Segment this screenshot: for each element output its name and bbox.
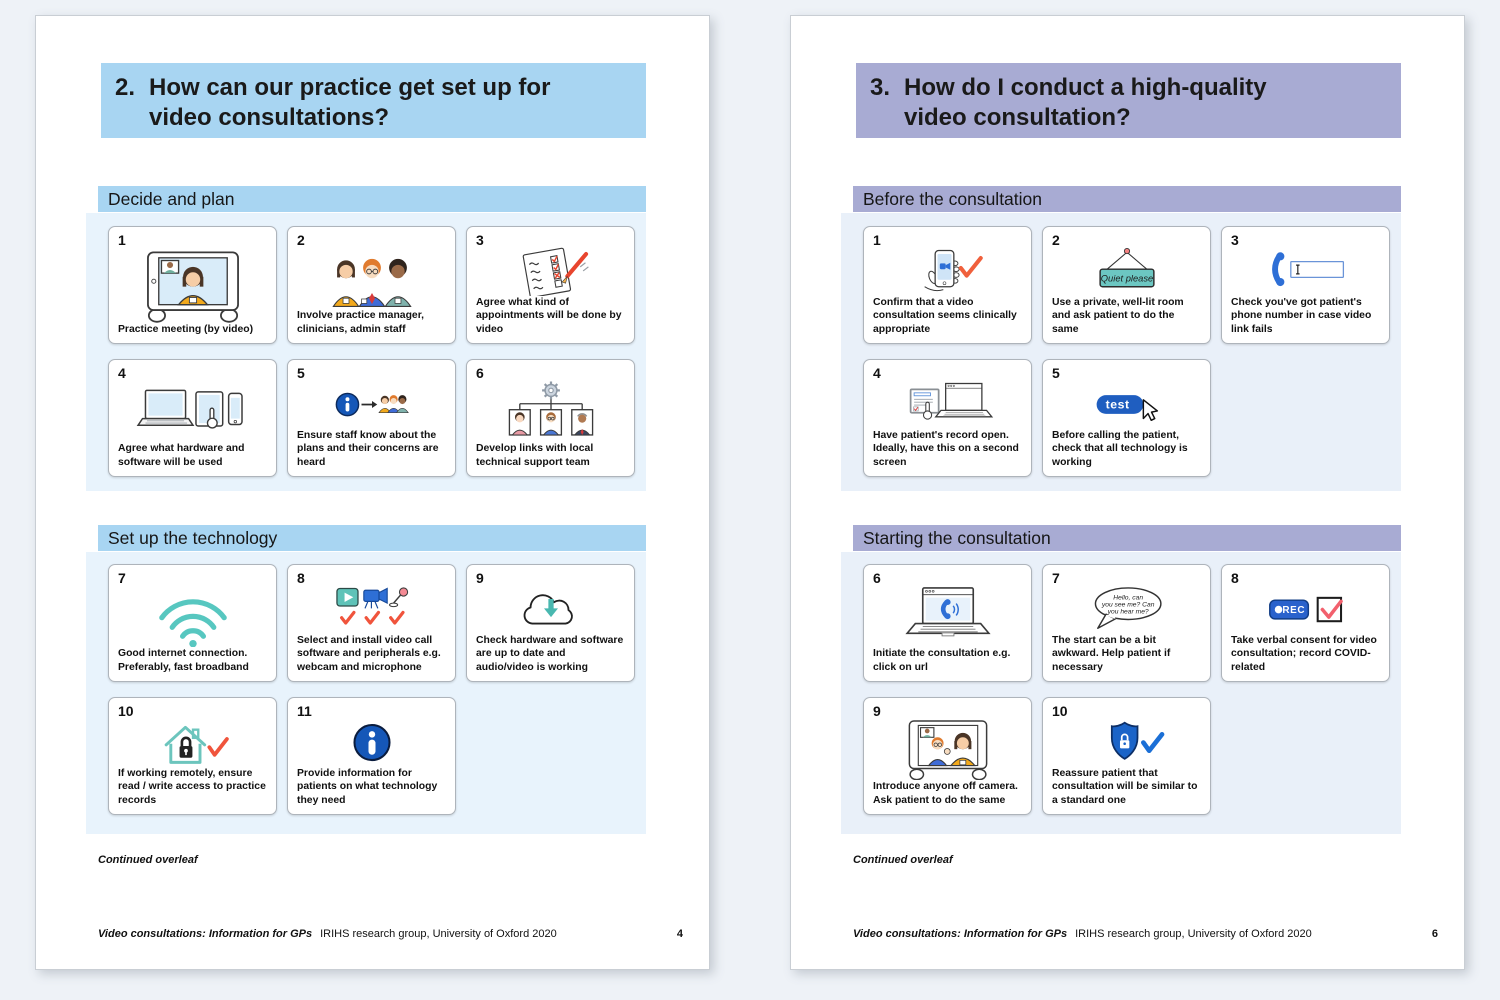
step-number: 8 <box>1231 570 1239 586</box>
page-left <box>35 15 710 970</box>
step-caption: Use a private, well-lit room and ask patient to do the same <box>1052 297 1184 335</box>
step-caption: Involve practice manager, clinicians, admin staff <box>297 310 425 335</box>
quiet-please-sign-icon <box>1052 247 1202 296</box>
title-number: 3. <box>870 74 891 101</box>
practice-staff-icon <box>297 247 447 309</box>
card-row <box>108 697 646 815</box>
step-number: 9 <box>873 703 881 719</box>
step-card <box>863 697 1032 815</box>
section-band <box>841 213 1401 491</box>
page-title <box>101 63 646 138</box>
step-card <box>287 359 456 477</box>
step-number: 10 <box>118 703 134 719</box>
info-circle-icon <box>297 718 447 767</box>
step-caption: Agree what hardware and software will be used <box>118 443 245 468</box>
step-caption: Provide information for patients on what technology they need <box>297 768 438 806</box>
section-header-before-consultation: Before the consultation <box>853 186 1401 212</box>
footer-credit: IRIHS research group, University of Oxford 2020 <box>320 928 557 940</box>
rec-consent-icon <box>1231 585 1381 634</box>
phone-number-input-icon <box>1231 247 1381 296</box>
step-number: 7 <box>1052 570 1060 586</box>
footer-title: Video consultations: Information for GPs <box>98 928 313 940</box>
title-text <box>904 73 1391 138</box>
step-number: 3 <box>476 232 484 248</box>
step-number: 4 <box>118 365 126 381</box>
step-number: 10 <box>1052 703 1068 719</box>
checklist-pen-icon <box>476 247 626 296</box>
step-card <box>108 697 277 815</box>
record-second-screen-icon <box>873 380 1023 429</box>
step-card <box>108 359 277 477</box>
inform-staff-icon <box>297 380 447 429</box>
tablet-introductions-icon <box>873 718 1023 780</box>
wifi-icon <box>118 585 268 647</box>
title-line: video consultations? <box>149 104 390 131</box>
bubble-line: Hello, can <box>1113 594 1144 602</box>
quiet-please-label: Quiet please <box>1100 273 1154 284</box>
secure-home-access-icon <box>118 718 268 767</box>
step-card <box>863 226 1032 344</box>
step-card <box>1221 564 1390 682</box>
title-line: How do I conduct a high-quality <box>904 74 1267 101</box>
bubble-line: you see me? Can <box>1101 601 1155 609</box>
card-row <box>108 359 646 477</box>
tablet-video-call-icon <box>118 247 268 323</box>
section-band <box>86 552 646 834</box>
software-peripherals-icon <box>297 585 447 634</box>
page-title <box>856 63 1401 138</box>
step-number: 6 <box>476 365 484 381</box>
step-number: 11 <box>297 703 312 719</box>
title-number: 2. <box>115 74 136 101</box>
step-caption: Confirm that a video consultation seems clinically appropriate <box>873 297 1017 335</box>
page-number: 6 <box>1431 928 1438 940</box>
step-caption: Before calling the patient, check that all technology is working <box>1052 430 1188 468</box>
step-number: 6 <box>873 570 881 586</box>
step-card <box>1042 226 1211 344</box>
card-row <box>108 564 646 682</box>
title-line: video consultation? <box>904 104 1131 131</box>
step-card <box>1221 226 1390 344</box>
section-band <box>86 213 646 491</box>
step-card <box>1042 564 1211 682</box>
step-card <box>287 697 456 815</box>
step-card <box>863 359 1032 477</box>
footer-credit: IRIHS research group, University of Oxford 2020 <box>1075 928 1312 940</box>
step-card <box>466 564 635 682</box>
step-number: 9 <box>476 570 484 586</box>
card-row <box>863 697 1401 815</box>
step-number: 1 <box>118 232 126 248</box>
continued-note: Continued overleaf <box>853 854 953 866</box>
step-caption: The start can be a bit awkward. Help patient if necessary <box>1052 635 1171 673</box>
title-line: How can our practice get set up for <box>149 74 551 101</box>
page-right <box>790 15 1465 970</box>
step-caption: Agree what kind of appointments will be done by video <box>476 297 622 335</box>
page-footer <box>98 928 683 940</box>
step-card <box>108 226 277 344</box>
rec-label: REC <box>1282 605 1306 617</box>
footer-title: Video consultations: Information for GPs <box>853 928 1068 940</box>
devices-icon <box>118 380 268 442</box>
title-text <box>149 73 636 138</box>
step-caption: Practice meeting (by video) <box>118 323 254 335</box>
test-button-label: test <box>1105 397 1130 412</box>
cloud-download-icon <box>476 585 626 634</box>
step-number: 4 <box>873 365 881 381</box>
speech-bubble-icon <box>1052 585 1202 634</box>
step-card <box>466 359 635 477</box>
shield-check-icon <box>1052 718 1202 767</box>
step-card <box>108 564 277 682</box>
step-caption: Initiate the consultation e.g. click on url <box>873 648 1011 673</box>
step-card <box>1042 359 1211 477</box>
section-header-starting-consultation: Starting the consultation <box>853 525 1401 551</box>
laptop-call-icon <box>873 585 1023 647</box>
step-card <box>863 564 1032 682</box>
step-card <box>287 226 456 344</box>
page-footer <box>853 928 1438 940</box>
step-caption: Ensure staff know about the plans and their concerns are heard <box>297 430 439 468</box>
step-caption: If working remotely, ensure read / write access to practice records <box>118 768 266 806</box>
step-caption: Good internet connection. Preferably, fast broadband <box>118 648 249 673</box>
card-row <box>863 359 1401 477</box>
step-number: 2 <box>297 232 305 248</box>
step-caption: Check you've got patient's phone number in case video link fails <box>1231 297 1372 335</box>
section-header-decide-and-plan: Decide and plan <box>98 186 646 212</box>
step-caption: Reassure patient that consultation will be similar to a standard one <box>1052 768 1198 806</box>
step-caption: Take verbal consent for video consultation; record COVID-related <box>1231 635 1377 673</box>
step-number: 5 <box>1052 365 1060 381</box>
step-number: 7 <box>118 570 126 586</box>
step-number: 1 <box>873 232 881 248</box>
step-caption: Have patient's record open. Ideally, have this on a second screen <box>873 430 1019 468</box>
card-row <box>863 564 1401 682</box>
step-caption: Select and install video call software and peripherals e.g. webcam and microphone <box>297 635 441 673</box>
test-button-icon <box>1052 380 1202 429</box>
continued-note: Continued overleaf <box>98 854 198 866</box>
step-card <box>466 226 635 344</box>
step-card <box>1042 697 1211 815</box>
card-row <box>863 226 1401 344</box>
phone-video-check-icon <box>873 247 1023 296</box>
step-number: 8 <box>297 570 305 586</box>
step-number: 5 <box>297 365 305 381</box>
tech-support-team-icon <box>476 380 626 442</box>
section-band <box>841 552 1401 834</box>
section-header-set-up-technology: Set up the technology <box>98 525 646 551</box>
step-caption: Check hardware and software are up to date and audio/video is working <box>476 635 624 673</box>
step-number: 3 <box>1231 232 1239 248</box>
card-row <box>108 226 646 344</box>
page-number: 4 <box>676 928 683 940</box>
step-caption: Introduce anyone off camera. Ask patient to do the same <box>873 781 1018 806</box>
bubble-line: you hear me? <box>1107 608 1149 616</box>
step-caption: Develop links with local technical support team <box>476 443 594 468</box>
step-card <box>287 564 456 682</box>
step-number: 2 <box>1052 232 1060 248</box>
